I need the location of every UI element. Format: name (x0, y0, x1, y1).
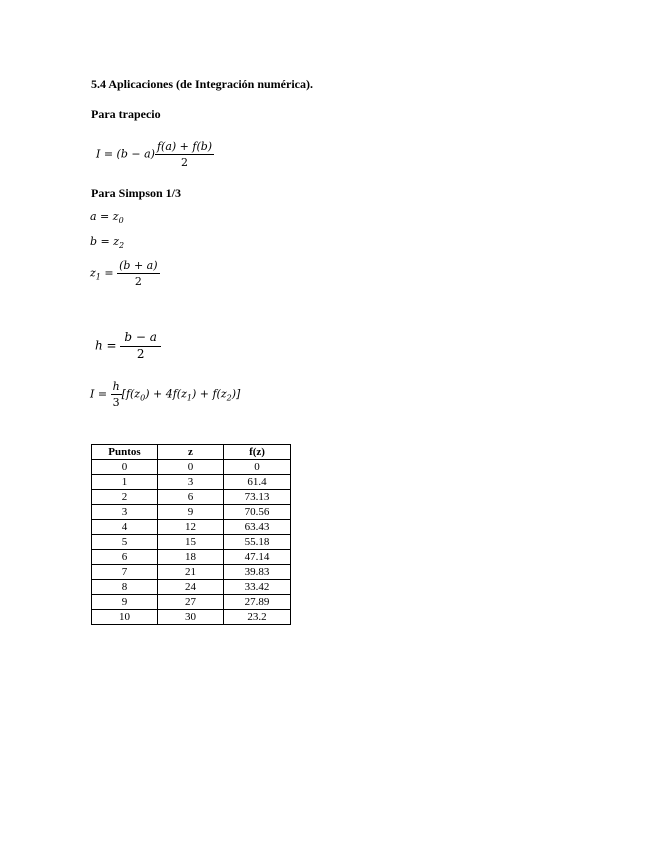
equation-z1-numerator: (b + a) (119, 259, 158, 272)
data-table (91, 444, 291, 625)
integral-sub-2: 2 (226, 393, 232, 403)
cell-z: 30 (158, 610, 224, 625)
page-title: 5.4 Aplicaciones (de Integración numérica). (91, 77, 313, 91)
integral-fraction (111, 380, 122, 409)
cell-fz: 70.56 (224, 505, 291, 520)
cell-puntos: 8 (92, 580, 158, 595)
cell-puntos: 1 (92, 475, 158, 490)
integral-rhs-3: ) + f(z (191, 387, 227, 401)
equation-h-fraction (120, 331, 161, 361)
cell-puntos: 10 (92, 610, 158, 625)
equation-h-lhs: h = (95, 338, 121, 353)
integral-sub-0: 0 (140, 393, 146, 403)
simpson-heading: Para Simpson 1/3 (91, 186, 182, 200)
table-row (92, 535, 291, 550)
equation-z1-fraction (117, 259, 159, 288)
cell-fz: 33.42 (224, 580, 291, 595)
table-row (92, 460, 291, 475)
cell-fz: 63.43 (224, 520, 291, 535)
cell-puntos: 6 (92, 550, 158, 565)
equation-a-text: a = z (90, 210, 119, 223)
cell-puntos: 0 (92, 460, 158, 475)
cell-z: 3 (158, 475, 224, 490)
table-row (92, 610, 291, 625)
cell-z: 0 (158, 460, 224, 475)
equation-b-subscript: 2 (119, 241, 125, 250)
cell-z: 9 (158, 505, 224, 520)
trapecio-formula (96, 140, 214, 169)
cell-z: 15 (158, 535, 224, 550)
equation-z1 (90, 259, 160, 288)
equation-h-denominator: 2 (136, 347, 145, 361)
integral-rhs-2: ) + 4f(z (145, 387, 187, 401)
trapecio-denominator: 2 (181, 156, 189, 169)
cell-puntos: 7 (92, 565, 158, 580)
table-row (92, 565, 291, 580)
cell-fz: 23.2 (224, 610, 291, 625)
table-header-row (92, 445, 291, 460)
equation-z1-equals: = (100, 266, 118, 280)
equation-z1-subscript: 1 (95, 272, 101, 282)
cell-fz: 39.83 (224, 565, 291, 580)
cell-z: 27 (158, 595, 224, 610)
equation-simpson-integral (90, 380, 240, 409)
cell-fz: 27.89 (224, 595, 291, 610)
integral-denominator: 3 (112, 396, 120, 409)
integral-sub-1: 1 (186, 393, 192, 403)
equation-h-numerator: b − a (120, 331, 161, 347)
integral-lhs: I = (90, 387, 111, 401)
header-fz: f(z) (224, 445, 291, 460)
cell-fz: 55.18 (224, 535, 291, 550)
equation-a-subscript: 0 (118, 216, 124, 225)
cell-fz: 47.14 (224, 550, 291, 565)
cell-z: 21 (158, 565, 224, 580)
table-row (92, 580, 291, 595)
table-row (92, 520, 291, 535)
integral-rhs-1: [f(z (121, 387, 141, 401)
cell-fz: 0 (224, 460, 291, 475)
header-puntos: Puntos (92, 445, 158, 460)
equation-a (90, 210, 124, 223)
table-row (92, 505, 291, 520)
equation-b (90, 235, 124, 248)
cell-fz: 61.4 (224, 475, 291, 490)
cell-z: 6 (158, 490, 224, 505)
cell-puntos: 9 (92, 595, 158, 610)
trapecio-numerator: f(a) + f(b) (156, 140, 213, 153)
trapecio-heading: Para trapecio (91, 107, 161, 121)
integral-numerator: h (112, 380, 120, 393)
cell-puntos: 3 (92, 505, 158, 520)
equation-h (95, 331, 161, 361)
table-row (92, 490, 291, 505)
equation-z1-denominator: 2 (134, 275, 142, 288)
table-row (92, 550, 291, 565)
equation-b-text: b = z (90, 235, 120, 248)
cell-z: 18 (158, 550, 224, 565)
cell-puntos: 4 (92, 520, 158, 535)
integral-rhs-4: )] (231, 387, 241, 401)
table-row (92, 595, 291, 610)
cell-fz: 73.13 (224, 490, 291, 505)
equation-z1-lhs: z (90, 266, 96, 280)
trapecio-fraction (155, 140, 214, 169)
cell-puntos: 2 (92, 490, 158, 505)
trapecio-lhs: I = (b − a) (96, 147, 155, 161)
cell-z: 24 (158, 580, 224, 595)
table-row (92, 475, 291, 490)
header-z: z (158, 445, 224, 460)
cell-z: 12 (158, 520, 224, 535)
cell-puntos: 5 (92, 535, 158, 550)
